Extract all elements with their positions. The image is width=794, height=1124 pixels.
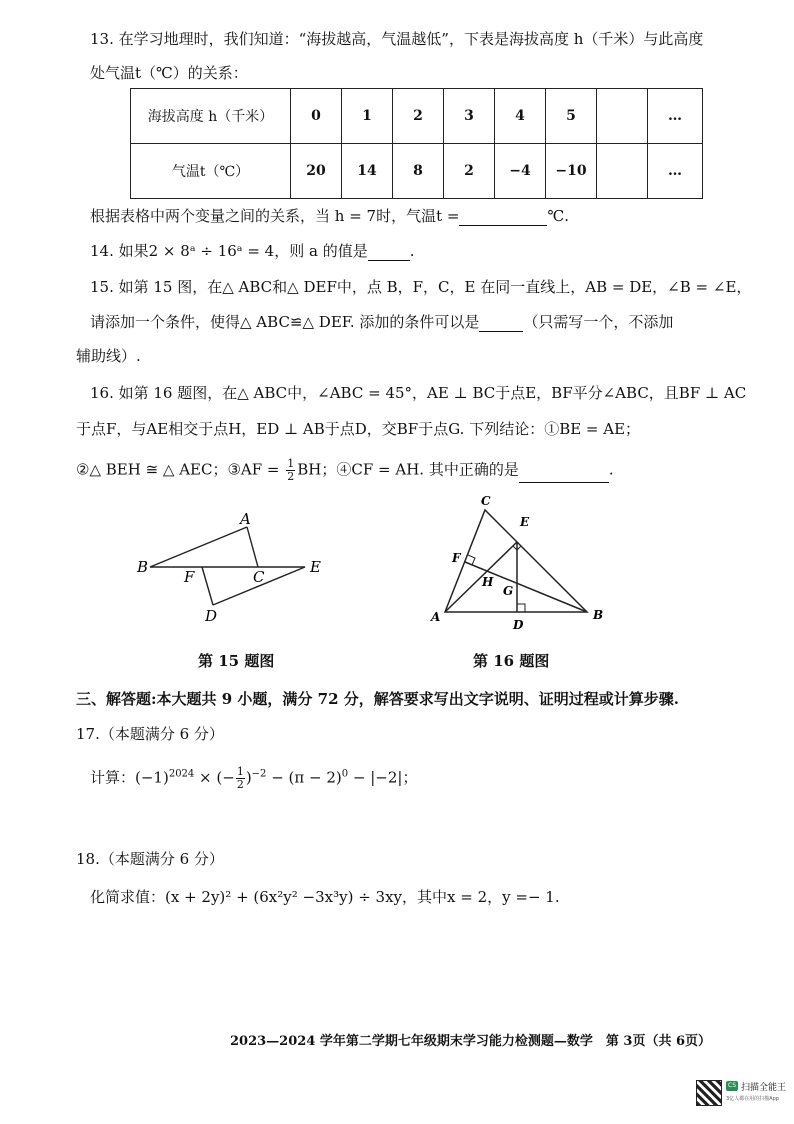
label-b: B [593, 608, 604, 622]
temp-cell: 14 [342, 144, 393, 199]
exponent: 2024 [168, 768, 195, 780]
label-e: E [520, 515, 530, 529]
scanner-name: 扫描全能王 [741, 1083, 787, 1093]
label-a: A [431, 610, 441, 624]
q16-text-b: BH；④CF = AH. 其中正确的是 [297, 460, 519, 479]
temp-cell [597, 144, 648, 199]
q17-expr-mid1: × (− [194, 768, 235, 787]
q17-expr-mid2: ) [245, 768, 252, 787]
scanner-logo-icon: CS [728, 1082, 736, 1089]
page-footer: 2023—2024 学年第二学期七年级期末学习能力检测题—数学 第 3页（共 6页） [230, 1034, 712, 1049]
q15-line2 [90, 311, 673, 332]
q18-expression: 化简求值：(x + 2y)² + (6x²y² −3x³y) ÷ 3xy，其中x = 2，y =− 1. [90, 888, 560, 906]
section-3-heading: 三、解答题:本大题共 9 小题，满分 72 分，解答要求写出文字说明、证明过程或计算步骤. [76, 690, 679, 708]
q13-line2: 处气温t（℃）的关系： [90, 64, 248, 82]
fraction-numerator: 1 [287, 457, 295, 470]
exponent: −2 [251, 768, 267, 780]
temp-cell: −4 [495, 144, 546, 199]
q18-title: 18.（本题满分 6 分） [76, 850, 224, 868]
temp-cell: 2 [444, 144, 495, 199]
figure-15 [130, 505, 330, 630]
q15-line3: 辅助线）. [76, 347, 141, 365]
label-e: E [310, 558, 321, 576]
temp-cell: 20 [291, 144, 342, 199]
q16-line2: 于点F，与AE相交于点H，ED ⊥ AB于点D，交BF于点G. 下列结论：①BE = AE； [76, 420, 641, 438]
height-cell: 4 [495, 89, 546, 144]
figure-16-caption: 第 16 题图 [473, 652, 550, 670]
height-cell: 3 [444, 89, 495, 144]
q17-expr-mid3: − (π − 2) [266, 768, 342, 787]
q17-expression [90, 766, 417, 791]
q14-text: 14. 如果2 × 8ᵃ ÷ 16ᵃ = 4，则 a 的值是 [90, 242, 368, 260]
figure-15-caption: 第 15 题图 [198, 652, 275, 670]
answer-blank [479, 331, 523, 332]
answer-blank [459, 225, 547, 226]
scanner-subtitle: 3亿人都在用的扫描App [726, 1096, 779, 1102]
q13-line1: 13. 在学习地理时，我们知道：“海拔越高，气温越低”，下表是海拔高度 h（千米）与此高度 [90, 30, 704, 48]
answer-blank [519, 482, 609, 483]
label-h: H [482, 575, 494, 589]
fraction [236, 766, 245, 791]
q16-text-a: ②△ BEH ≅ △ AEC；③AF = [76, 460, 280, 479]
label-d: D [513, 618, 524, 632]
temp-cell: 8 [393, 144, 444, 199]
label-f: F [184, 568, 195, 586]
segment-ba [150, 527, 247, 567]
altitude-temperature-table [130, 88, 703, 199]
triangle-abc [445, 510, 587, 612]
label-c: C [253, 568, 265, 586]
q17-title: 17.（本题满分 6 分） [76, 725, 224, 743]
exponent: 0 [341, 768, 349, 780]
fraction [286, 458, 295, 483]
q16-line3 [76, 458, 614, 483]
q15-text: 请添加一个条件，使得△ ABC≌△ DEF. 添加的条件可以是 [90, 313, 480, 331]
temp-cell: −10 [546, 144, 597, 199]
height-cell: 1 [342, 89, 393, 144]
fraction-denominator: 2 [236, 778, 244, 791]
qr-code-icon [696, 1080, 722, 1106]
figure-16 [425, 490, 615, 635]
q13-question-text: 根据表格中两个变量之间的关系，当 h = 7时，气温t = [90, 207, 460, 225]
temp-cell: … [648, 144, 703, 199]
q15-note: （只需写一个，不添加 [523, 313, 674, 331]
row-header-temperature: 气温t（℃） [131, 144, 291, 199]
q17-expr-pre: 计算：(−1) [90, 768, 169, 787]
q14 [90, 240, 415, 261]
segment-ac [247, 527, 258, 567]
q14-period: . [409, 242, 415, 260]
row-header-height: 海拔高度 h（千米） [131, 89, 291, 144]
fraction-denominator: 2 [287, 470, 295, 483]
height-cell: 5 [546, 89, 597, 144]
q15-line1: 15. 如第 15 图，在△ ABC和△ DEF中，点 B，F，C，E 在同一直线上，AB = DE，∠B = ∠E， [90, 278, 752, 296]
label-g: G [503, 584, 514, 598]
answer-blank [368, 260, 410, 261]
height-cell [597, 89, 648, 144]
label-b: B [137, 558, 149, 576]
q16-line1: 16. 如第 16 题图，在△ ABC中，∠ABC = 45°，AE ⊥ BC于点E，BF平分∠ABC，且BF ⊥ AC [90, 384, 747, 402]
q13-line3 [90, 205, 569, 226]
label-d: D [205, 607, 218, 625]
fraction-numerator: 1 [236, 765, 244, 778]
label-a: A [240, 510, 251, 528]
height-cell: … [648, 89, 703, 144]
label-f: F [452, 551, 461, 565]
q17-expr-post: − |−2|； [348, 768, 418, 787]
label-c: C [481, 494, 491, 508]
q13-unit: ℃. [547, 207, 570, 225]
right-angle-d [517, 604, 525, 612]
segment-df [202, 567, 213, 605]
table-row [131, 89, 703, 144]
height-cell: 2 [393, 89, 444, 144]
q16-period: . [608, 460, 614, 479]
height-cell: 0 [291, 89, 342, 144]
table-row [131, 144, 703, 199]
